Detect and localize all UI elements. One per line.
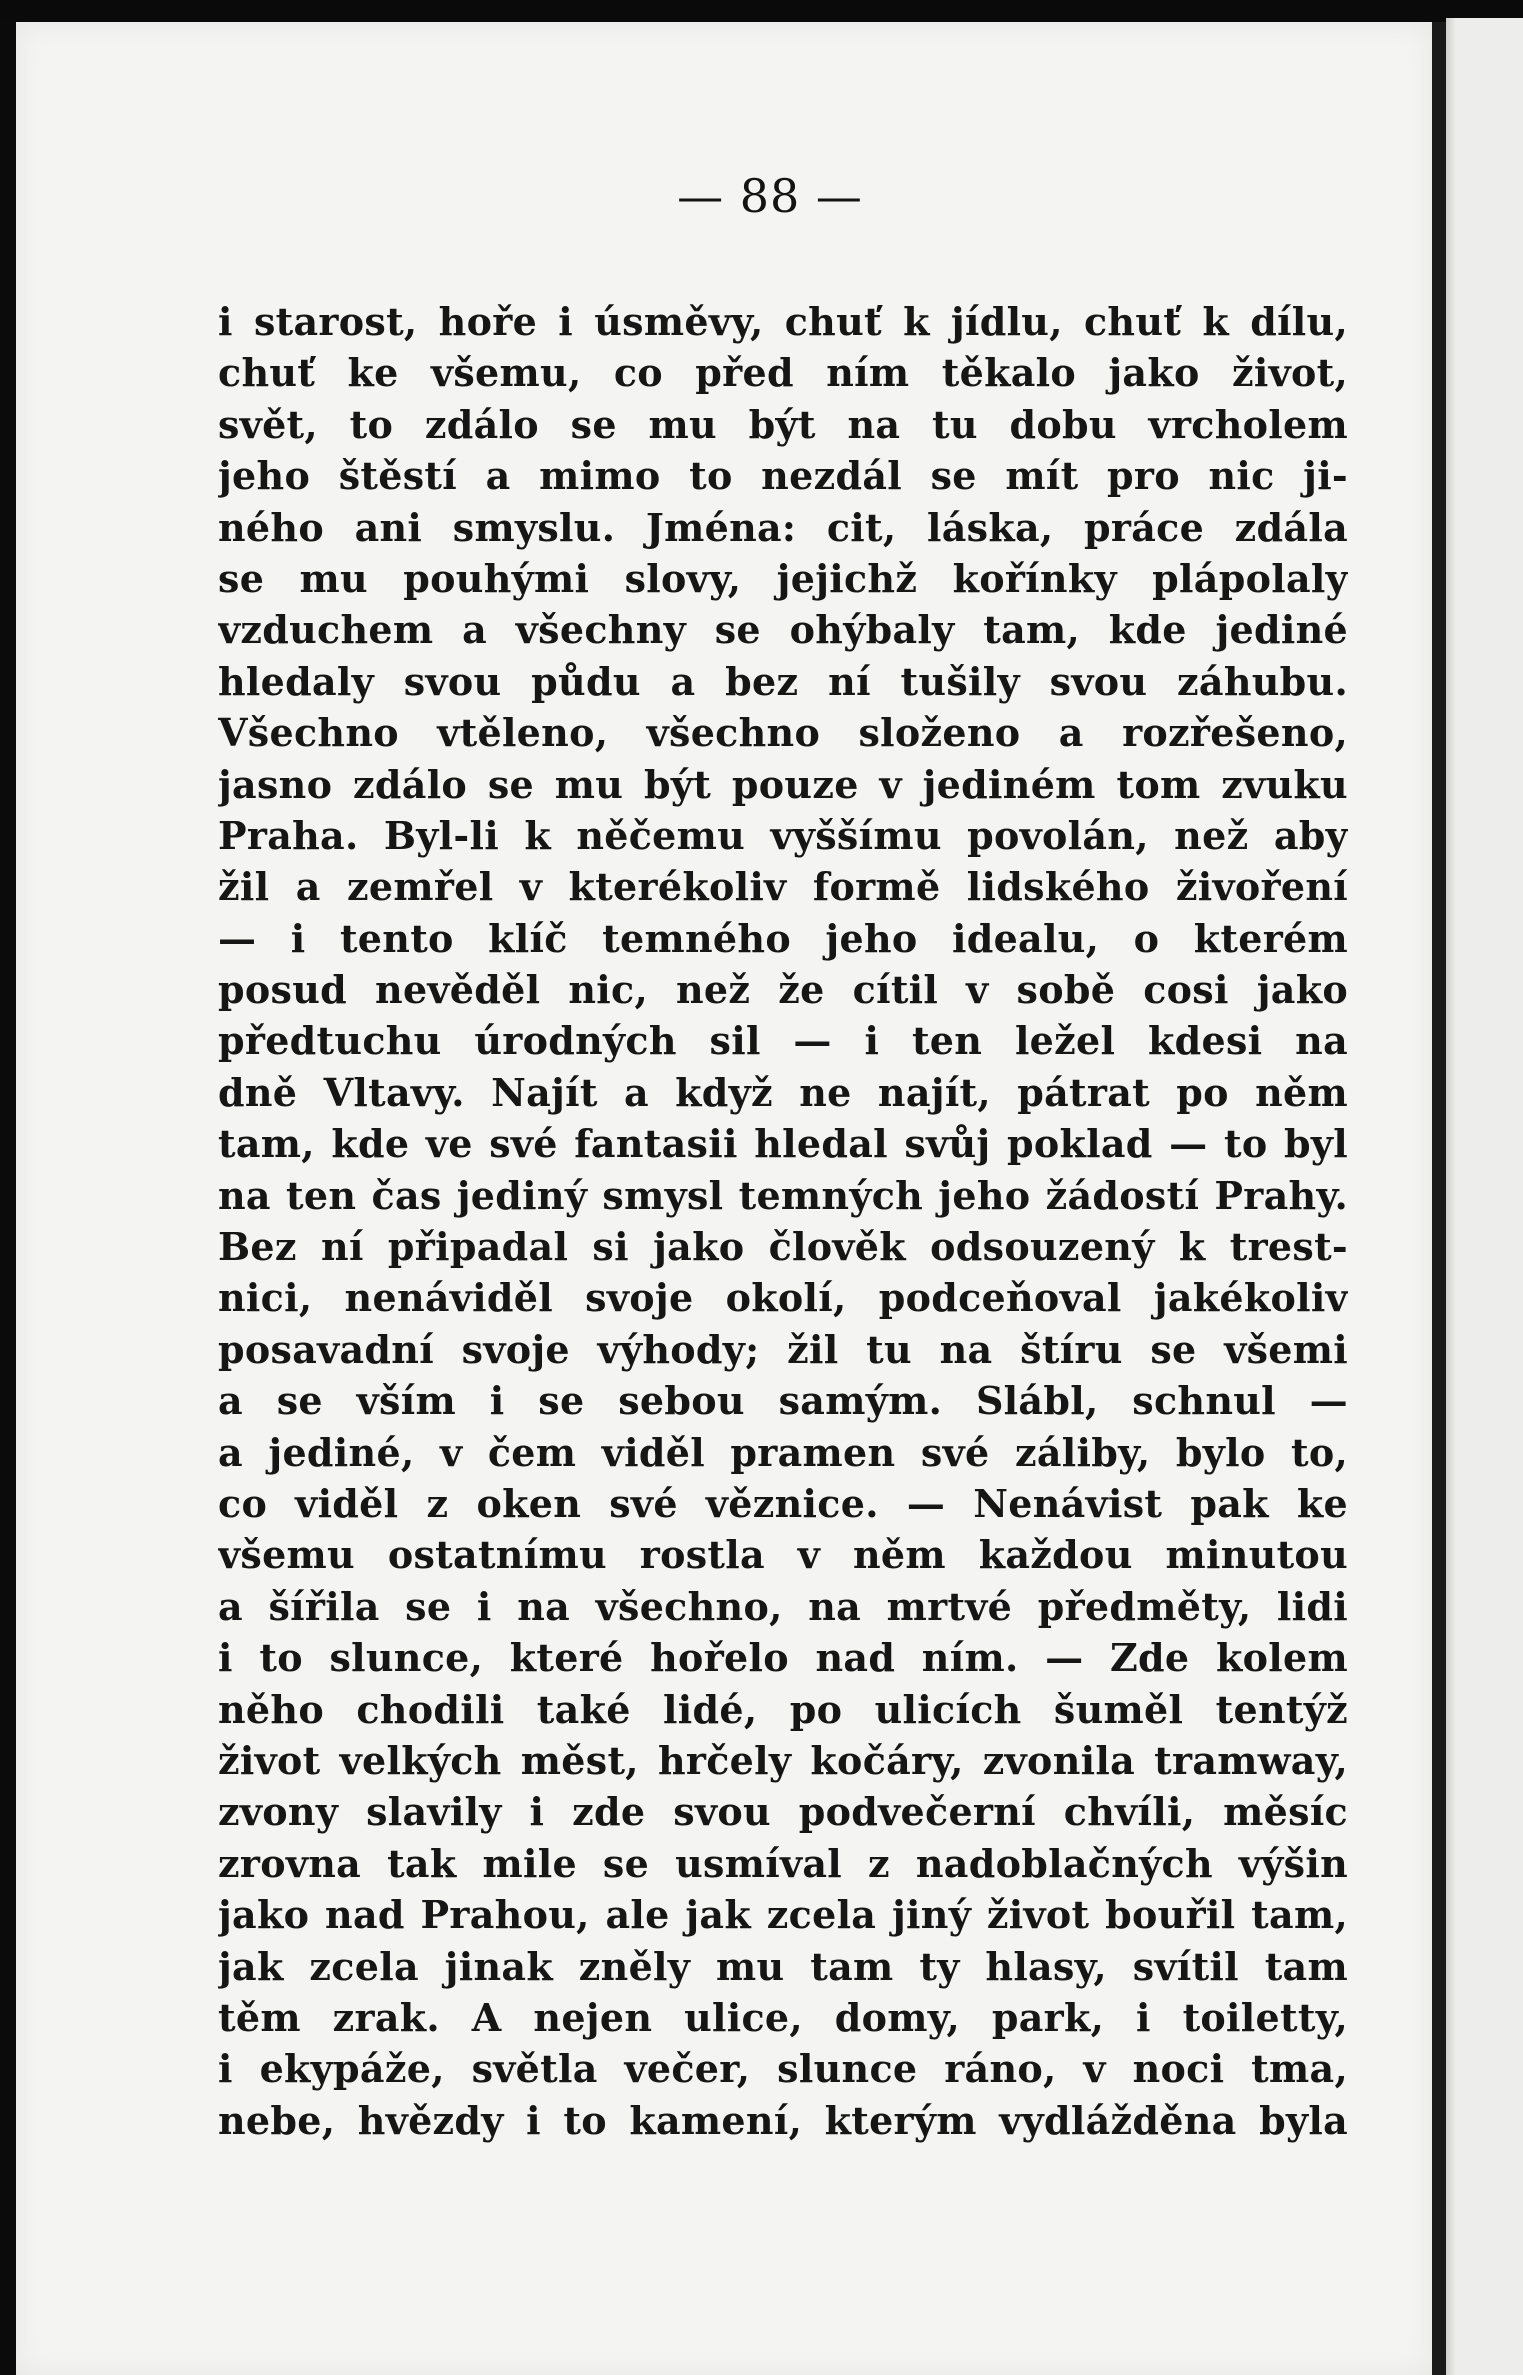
text-line: chuť ke všemu, co před ním těkalo jako život, (218, 350, 1348, 396)
text-line: jak zcela jinak zněly mu tam ty hlasy, svítil tam (218, 1943, 1348, 1989)
text-line: i starost, hoře i úsměvy, chuť k jídlu, chuť k dílu, (218, 299, 1348, 344)
text-line: se mu pouhými slovy, jejichž kořínky plápolaly (218, 555, 1348, 601)
text-line: co viděl z oken své věznice. — Nenávist pak ke (218, 1480, 1348, 1526)
text-line: zrovna tak mile se usmíval z nadoblačných výšin (218, 1840, 1348, 1886)
text-line: vzduchem a všechny se ohýbaly tam, kde jediné (218, 607, 1348, 653)
page-number: — 88 — (677, 169, 863, 223)
text-line: a se vším i se sebou samým. Slábl, schnul — (218, 1378, 1348, 1424)
text-line: zvony slavily i zde svou podvečerní chvíli, měsíc (218, 1789, 1348, 1835)
text-line: na ten čas jediný smysl temných jeho žádostí Prahy. (218, 1172, 1348, 1218)
text-line: těm zrak. A nejen ulice, domy, park, i toiletty, (218, 1994, 1348, 2040)
text-line: předtuchu úrodných sil — i ten ležel kdesi na (218, 1018, 1348, 1064)
text-line: žil a zemřel v kterékoliv formě lidského živoření (218, 864, 1348, 910)
text-line: svět, to zdálo se mu být na tu dobu vrcholem (218, 401, 1348, 447)
text-line: život velkých měst, hrčely kočáry, zvonila tramway, (218, 1737, 1348, 1783)
text-line: dně Vltavy. Najít a když ne najít, pátrat po něm (218, 1069, 1348, 1115)
text-line: Bez ní připadal si jako člověk odsouzený k trest- (218, 1224, 1348, 1270)
text-line: — i tento klíč temného jeho idealu, o kterém (218, 915, 1348, 961)
text-line: jeho štěstí a mimo to nezdál se mít pro nic ji- (218, 453, 1348, 499)
text-line: posavadní svoje výhody; žil tu na štíru se všemi (218, 1326, 1348, 1372)
next-page-edge (1446, 18, 1523, 2375)
body-text (218, 296, 1348, 2146)
text-line: jako nad Prahou, ale jak zcela jiný život bouřil tam, (218, 1892, 1348, 1938)
scan-border-top (0, 0, 1523, 22)
text-line: Praha. Byl-li k něčemu vyššímu povolán, než aby (218, 812, 1348, 858)
text-line: nebe, hvězdy i to kamení, kterým vydlážděna byla (218, 2097, 1348, 2143)
text-line: nici, nenáviděl svoje okolí, podceňoval jakékoliv (218, 1275, 1348, 1321)
text-line: posud nevěděl nic, než že cítil v sobě cosi jako (218, 967, 1348, 1013)
text-line: ného ani smyslu. Jména: cit, láska, práce zdála (218, 504, 1348, 550)
scan-border-right (1432, 22, 1446, 2375)
text-line: a jediné, v čem viděl pramen své záliby, bylo to, (218, 1429, 1348, 1475)
text-line: i to slunce, které hořelo nad ním. — Zde kolem (218, 1635, 1348, 1681)
text-line: i ekypáže, světla večer, slunce ráno, v noci tma, (218, 2046, 1348, 2092)
page-gutter-shadow (1446, 18, 1456, 2375)
text-line: všemu ostatnímu rostla v něm každou minutou (218, 1532, 1348, 1578)
text-line: jasno zdálo se mu být pouze v jediném tom zvuku (218, 761, 1348, 807)
text-line: něho chodili také lidé, po ulicích šuměl tentýž (218, 1686, 1348, 1732)
text-line: tam, kde ve své fantasii hledal svůj poklad — to byl (218, 1121, 1348, 1167)
text-line: hledaly svou půdu a bez ní tušily svou záhubu. (218, 658, 1348, 704)
text-line: a šířila se i na všechno, na mrtvé předměty, lidi (218, 1583, 1348, 1629)
text-line: Všechno vtěleno, všechno složeno a rozřešeno, (218, 710, 1348, 756)
